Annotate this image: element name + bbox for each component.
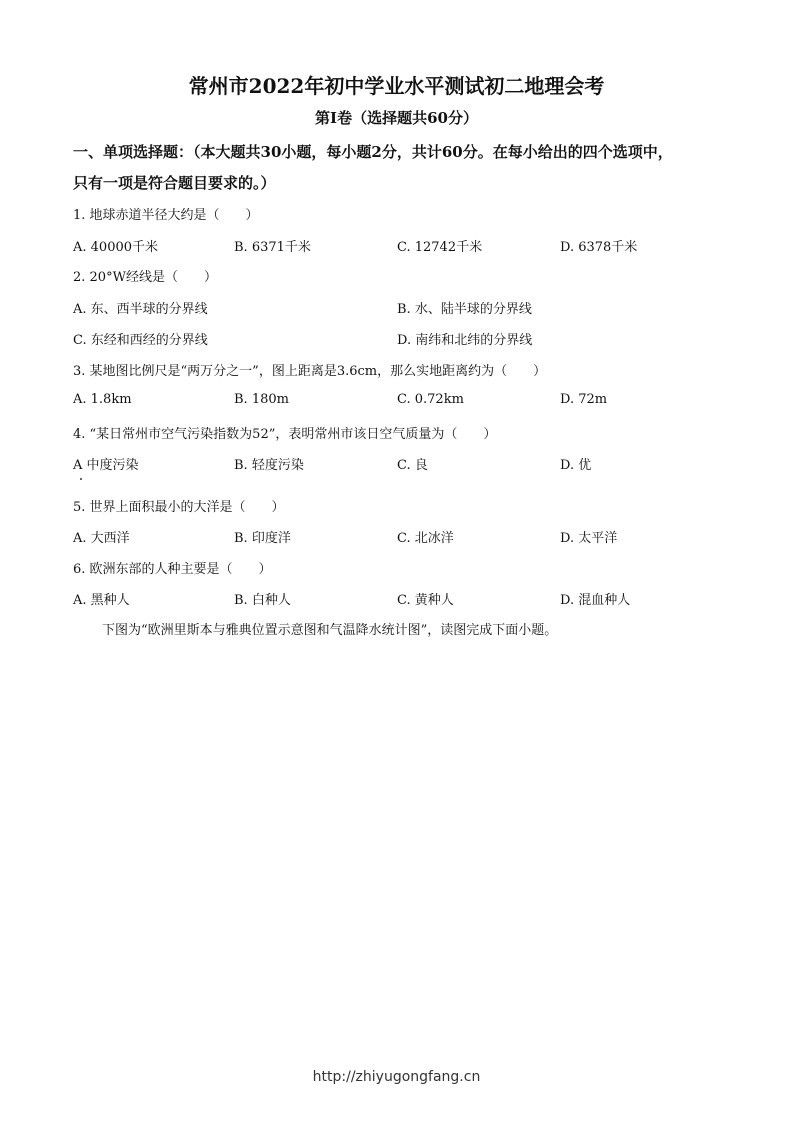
question-1-option-c: C. 12742千米	[397, 240, 483, 255]
question-6-option-a: A. 黑种人	[73, 593, 130, 608]
question-1-option-a: A. 40000千米	[73, 240, 159, 255]
question-2-option-d: D. 南纬和北纬的分界线	[397, 333, 533, 348]
question-2-option-b: B. 水、陆半球的分界线	[397, 302, 532, 317]
section-heading-line2: 只有一项是符合题目要求的。）	[73, 174, 276, 192]
footer-url[interactable]: http://zhiyugongfang.cn	[312, 1069, 481, 1085]
question-3-option-b: B. 180m	[234, 392, 289, 407]
question-4-stem: 4. “某日常州市空气污染指数为52”，表明常州市该日空气质量为（ ）	[73, 427, 497, 442]
figure-intro-text: 下图为“欧洲里斯本与雅典位置示意图和气温降水统计图”，读图完成下面小题。	[102, 623, 558, 638]
question-2-option-c: C. 东经和西经的分界线	[73, 333, 208, 348]
question-1-option-d: D. 6378千米	[560, 240, 638, 255]
question-5-option-b: B. 印度洋	[234, 531, 291, 546]
question-2-option-a: A. 东、西半球的分界线	[73, 302, 208, 317]
question-4-option-c: C. 良	[397, 458, 428, 473]
question-3-option-a: A. 1.8km	[73, 392, 132, 407]
question-6-option-d: D. 混血种人	[560, 593, 631, 608]
question-3-option-d: D. 72m	[560, 392, 608, 407]
question-6-option-b: B. 白种人	[234, 593, 291, 608]
question-5-option-c: C. 北冰洋	[397, 531, 454, 546]
question-1-option-b: B. 6371千米	[234, 240, 311, 255]
question-6-option-c: C. 黄种人	[397, 593, 454, 608]
question-4-option-d: D. 优	[560, 458, 592, 473]
question-4-option-a: A 中度污染	[73, 458, 139, 473]
question-2-stem: 2. 20°W经线是（ ）	[73, 270, 217, 285]
question-5-option-a: A. 大西洋	[73, 531, 130, 546]
section-heading-line1: 一、单项选择题：（本大题共30小题，每小题2分，共计60分。在每小给出的四个选项中，	[73, 143, 673, 161]
page-title: 常州市2022年初中学业水平测试初二地理会考	[188, 74, 605, 98]
page-subtitle: 第Ⅰ卷（选择题共60分）	[315, 109, 478, 127]
question-3-option-c: C. 0.72km	[397, 392, 464, 407]
stray-dot	[80, 478, 82, 480]
question-6-stem: 6. 欧洲东部的人种主要是（ ）	[73, 562, 272, 577]
question-3-stem: 3. 某地图比例尺是“两万分之一”，图上距离是3.6cm，那么实地距离约为（ ）	[73, 364, 547, 379]
question-4-option-b: B. 轻度污染	[234, 458, 304, 473]
question-1-stem: 1. 地球赤道半径大约是（ ）	[73, 208, 259, 223]
question-5-option-d: D. 太平洋	[560, 531, 618, 546]
question-5-stem: 5. 世界上面积最小的大洋是（ ）	[73, 500, 285, 515]
